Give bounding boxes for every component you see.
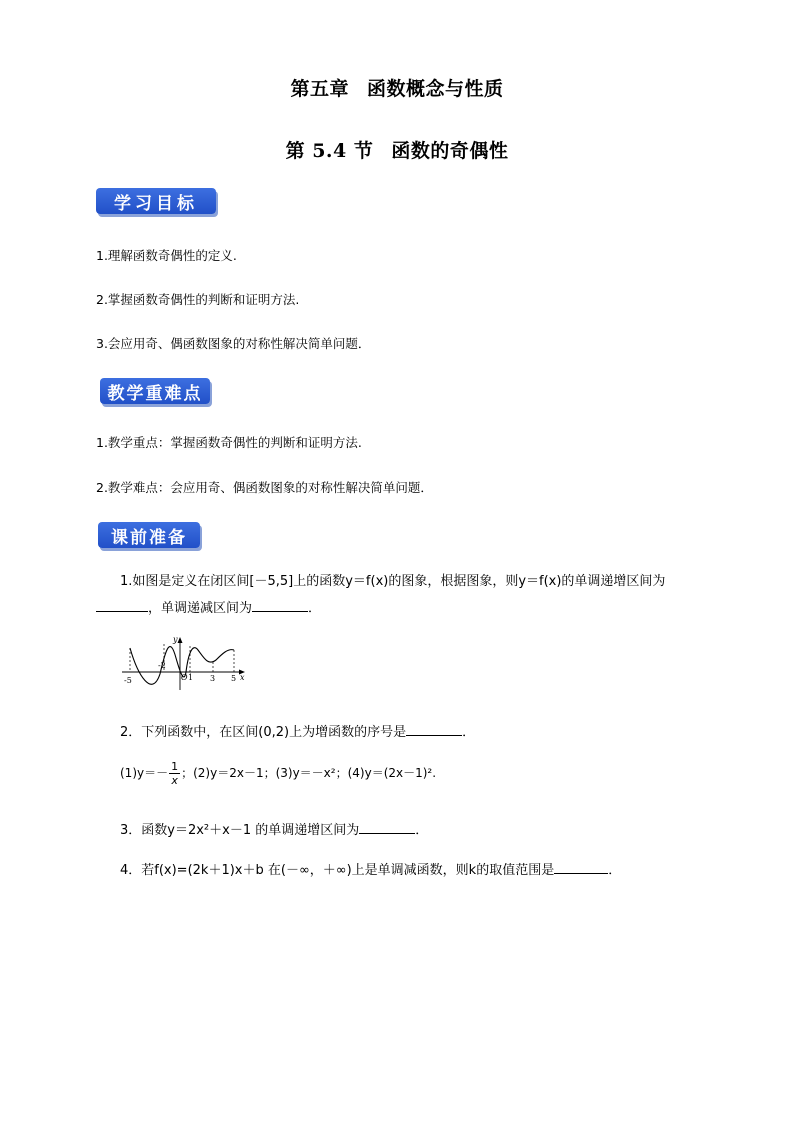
- fraction: [169, 760, 180, 787]
- question-3-text: 3．函数y＝2x²＋x－1 的单调递增区间为: [120, 823, 360, 838]
- origin-label: O: [181, 673, 188, 682]
- question-1-end: ．: [308, 601, 322, 616]
- tick-label: 3: [210, 674, 216, 683]
- answer-blank: [406, 723, 462, 736]
- question-1-line-2: [96, 597, 321, 616]
- fraction-numerator: 1: [171, 760, 179, 773]
- answer-blank: [554, 861, 608, 874]
- chapter-number: 第五章: [290, 78, 349, 100]
- function-graph: [118, 632, 258, 694]
- section-number: 第 5.4 节: [285, 140, 374, 162]
- objectives-badge: 学习目标: [96, 188, 216, 214]
- key-point-item-1: 1.教学重点：掌握函数奇偶性的判断和证明方法.: [96, 435, 362, 450]
- objective-item-1: 1.理解函数奇偶性的定义.: [96, 248, 237, 263]
- question-2: [120, 721, 475, 740]
- question-2-end: ．: [462, 725, 476, 740]
- question-2-options: [120, 760, 436, 787]
- question-4: [120, 859, 621, 878]
- option-1-prefix: (1)y＝－: [120, 766, 169, 780]
- tick-label: -2: [158, 661, 166, 670]
- objective-item-3: 3.会应用奇、偶函数图象的对称性解决简单问题．: [96, 336, 371, 351]
- key-point-item-2: 2.教学难点：会应用奇、偶函数图象的对称性解决简单问题．: [96, 480, 433, 495]
- question-4-end: ．: [608, 863, 622, 878]
- section-name: 函数的奇偶性: [391, 140, 509, 162]
- question-2-text: 2．下列函数中，在区间(0,2)上为增函数的序号是: [120, 725, 407, 740]
- tick-label: -5: [124, 676, 132, 685]
- question-3: [120, 819, 428, 838]
- question-3-end: ．: [415, 823, 429, 838]
- question-1-line-1: 1.如图是定义在闭区间[－5,5]上的函数y＝f(x)的图象，根据图象，则y＝f(x)的单调递增区间为: [120, 574, 666, 589]
- fraction-denominator: x: [171, 774, 178, 787]
- answer-blank: [252, 599, 308, 612]
- tick-label: 5: [231, 674, 237, 683]
- tick-label: 1: [188, 673, 194, 682]
- answer-blank: [96, 599, 148, 612]
- x-label: x: [240, 673, 245, 682]
- y-label: y: [173, 635, 178, 644]
- answer-blank: [359, 821, 415, 834]
- y-axis-arrow: [178, 637, 183, 643]
- question-1-mid: ，单调递减区间为: [148, 601, 253, 616]
- section-title: [0, 136, 794, 163]
- question-4-text: 4．若f(x)=(2k＋1)x＋b 在(－∞，＋∞)上是单调减函数，则k的取值范围是: [120, 863, 555, 878]
- preparation-badge: 课前准备: [98, 522, 200, 548]
- chapter-title: [0, 74, 794, 101]
- option-rest: ；(2)y＝2x－1；(3)y＝－x²；(4)y＝(2x－1)².: [181, 766, 437, 780]
- objective-item-2: 2.掌握函数奇偶性的判断和证明方法.: [96, 292, 300, 307]
- chapter-name: 函数概念与性质: [367, 78, 504, 100]
- key-points-badge: 教学重难点: [100, 378, 210, 404]
